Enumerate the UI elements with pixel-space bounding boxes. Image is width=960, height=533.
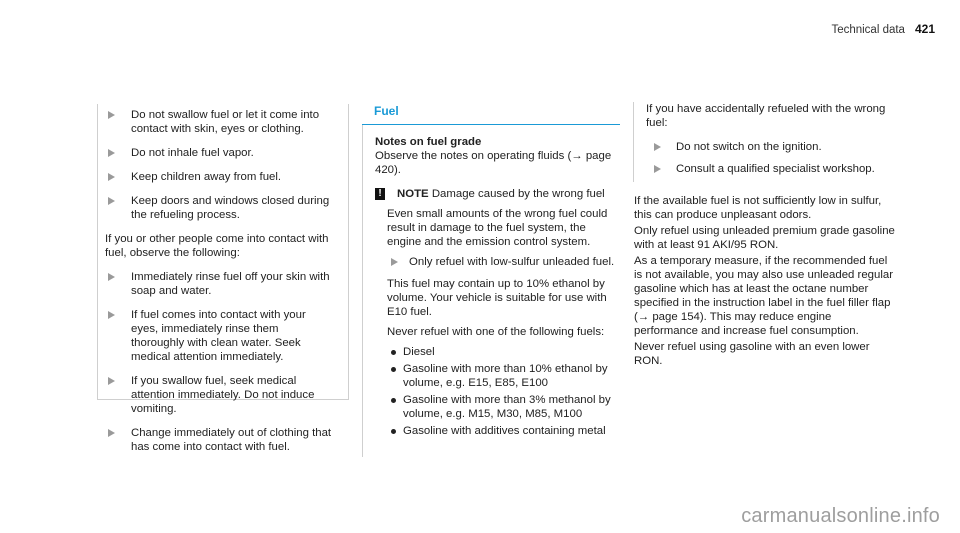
list-item: Gasoline with more than 10% ethanol by volume, e.g. E15, E85, E100 — [375, 362, 620, 390]
triangle-bullet-icon — [391, 258, 398, 266]
note-label: NOTE — [397, 188, 429, 200]
list-item: Diesel — [375, 345, 620, 359]
triangle-bullet-icon — [108, 149, 115, 157]
fuel-grade-section — [362, 125, 620, 457]
warning-box — [97, 104, 349, 453]
list-item: Keep doors and windows closed during the refueling process. — [98, 194, 334, 222]
list-item: Do not swallow fuel or let it come into contact with skin, eyes or clothing. — [98, 108, 334, 136]
watermark: carmanualsonline.info — [741, 505, 940, 527]
list-item: Do not inhale fuel vapor. — [98, 146, 334, 160]
list-item: If you swallow fuel, seek medical attention immediately. Do not induce vomiting. — [98, 374, 334, 416]
fuel-column — [362, 104, 620, 457]
list-item: Only refuel with low-sulfur unleaded fuel. — [375, 255, 620, 269]
triangle-bullet-icon — [654, 143, 661, 151]
fuel-info-text — [633, 194, 895, 368]
note-paragraph: This fuel may contain up to 10% ethanol by volume. Your vehicle is suitable for use with E10 fuel. — [387, 278, 607, 318]
page-header — [831, 22, 935, 37]
dot-bullet-icon — [391, 367, 396, 372]
list-item: Change immediately out of clothing that has come into contact with fuel. — [98, 426, 334, 454]
triangle-bullet-icon — [108, 197, 115, 205]
note-body — [363, 201, 620, 438]
page-number: 421 — [914, 22, 935, 36]
triangle-bullet-icon — [108, 111, 115, 119]
paragraph: As a temporary measure, if the recommended fuel is not available, you may also use unleaded regular gasoline which has at least the octane number specified in the instruction label in the fuel filler flap (→ page 154). This may reduce engine performance and increase fuel consumption. — [634, 255, 893, 337]
sub-title: Notes on fuel grade — [375, 136, 482, 148]
paragraph: If the available fuel is not sufficiently low in sulfur, this can produce unpleasant odors. — [634, 195, 882, 221]
section-name: Technical data — [831, 24, 905, 36]
list-item: If fuel comes into contact with your eyes, immediately rinse them thoroughly with clean water. Seek medical attention immediately. — [98, 308, 334, 364]
note-paragraph: Even small amounts of the wrong fuel could result in damage to the fuel system, the engine and the emission control system. — [387, 208, 608, 248]
note-title: Damage caused by the wrong fuel — [431, 188, 605, 200]
list-item: Do not switch on the ignition. — [634, 140, 895, 154]
triangle-bullet-icon — [654, 165, 661, 173]
paragraph: Only refuel using unleaded premium grade gasoline with at least 91 AKI/95 RON. — [634, 225, 895, 251]
triangle-bullet-icon — [108, 377, 115, 385]
exclamation-icon: ! — [375, 188, 385, 200]
wrong-fuel-column — [633, 104, 895, 370]
list-item: Immediately rinse fuel off your skin with soap and water. — [98, 270, 334, 298]
triangle-bullet-icon — [108, 173, 115, 181]
dot-bullet-icon — [391, 398, 396, 403]
note-heading — [363, 187, 620, 201]
triangle-bullet-icon — [108, 429, 115, 437]
triangle-bullet-icon — [108, 273, 115, 281]
contact-intro: If you or other people come into contact with fuel, observe the following: — [105, 233, 329, 259]
wrong-fuel-box — [633, 102, 895, 182]
section-title: Fuel — [362, 104, 620, 125]
paragraph: Never refuel using gasoline with an even lower RON. — [634, 341, 870, 367]
list-item: Gasoline with additives containing metal — [375, 424, 620, 438]
observe-notes-link[interactable]: Observe the notes on operating fluids (→ page 420). — [375, 150, 612, 176]
list-item: Consult a qualified specialist workshop. — [634, 162, 895, 176]
list-item: Keep children away from fuel. — [98, 170, 334, 184]
warning-column — [97, 104, 349, 453]
dot-bullet-icon — [391, 429, 396, 434]
note-paragraph: Never refuel with one of the following fuels: — [387, 326, 605, 338]
triangle-bullet-icon — [108, 311, 115, 319]
list-item: Gasoline with more than 3% methanol by volume, e.g. M15, M30, M85, M100 — [375, 393, 620, 421]
dot-bullet-icon — [391, 350, 396, 355]
wrong-fuel-intro: If you have accidentally refueled with the wrong fuel: — [646, 103, 886, 129]
